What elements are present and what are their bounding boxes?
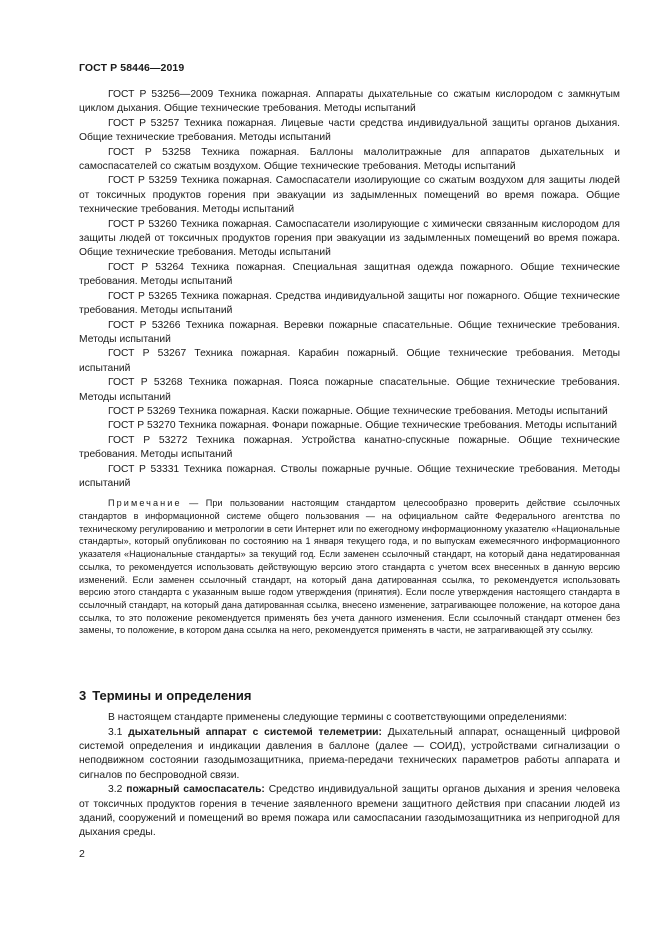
reference-item: ГОСТ Р 53268 Техника пожарная. Пояса пожарные спасательные. Общие технические требования. Методы испытаний <box>79 377 620 403</box>
reference-item: ГОСТ Р 53331 Техника пожарная. Стволы пожарные ручные. Общие технические требования. Методы испытаний <box>79 463 620 489</box>
reference-item: ГОСТ Р 53258 Техника пожарная. Баллоны малолитражные для аппаратов дыхательных и самоспасателей со сжатым воздухом. Общие технические требования. Методы испытаний <box>79 146 620 173</box>
reference-item: ГОСТ Р 53257 Техника пожарная. Лицевые части средства индивидуальной защиты органов дыхания. Общие технические требования. Методы испытаний <box>79 117 620 144</box>
section-heading <box>79 687 620 705</box>
term-name: пожарный самоспасатель: <box>126 784 265 796</box>
reference-item: ГОСТ Р 53256—2009 Техника пожарная. Аппараты дыхательные со сжатым кислородом с замкнутым циклом дыхания. Общие технические требования. Методы испытаний <box>79 89 620 115</box>
page-content <box>79 88 620 841</box>
term-number: 3.1 <box>108 726 123 738</box>
reference-item: ГОСТ Р 53267 Техника пожарная. Карабин пожарный. Общие технические требования. Методы испытаний <box>79 348 620 374</box>
term-entry <box>79 726 620 784</box>
note-paragraph <box>79 497 620 637</box>
reference-item: ГОСТ Р 53259 Техника пожарная. Самоспасатели изолирующие со сжатым воздухом для защиты людей от токсичных продуктов горения при эвакуации из задымленных помещений во время пожара. Общие технические требования. Методы испытаний <box>79 175 620 216</box>
note-text: — При пользовании настоящим стандартом целесообразно проверить действие ссылочных стандартов в информационной системе общего пользования — на официальном сайте Федерального агентства по техническому регулированию и метрологии в сети Интернет или по ежегодному информационному указателю «Национальные стандарты», который опубликован по состоянию на 1 января текущего года, и по выпускам ежемесячного информационного указателя «Национальные стандарты» за текущий год. Если заменен ссылочный стандарт, на который дана недатированная ссылка, то рекомендуется использовать действующую версию этого стандарта с учетом всех внесенных в данную версию изменений. Если заменен ссылочный стандарт, на который дана датированная ссылка, то рекомендуется использовать версию этого стандарта с указанным выше годом утверждения (принятия). Если после утверждения настоящего стандарта в ссылочный стандарт, на который дана датированная ссылка, внесено изменение, затрагивающее положение, на которое дана ссылка, то это положение рекомендуется применять без учета данного изменения. Если ссылочный стандарт отменен без замены, то положение, в котором дана ссылка на него, рекомендуется применять в части, не затрагивающей эту ссылку. <box>79 498 620 636</box>
reference-item: ГОСТ Р 53270 Техника пожарная. Фонари пожарные. Общие технические требования. Методы испытаний <box>108 420 618 432</box>
reference-item: ГОСТ Р 53272 Техника пожарная. Устройства канатно-спускные пожарные. Общие технические требования. Методы испытаний <box>79 434 620 461</box>
note-label: Примечание <box>108 498 182 509</box>
term-name: дыхательный аппарат с системой телеметрии: <box>128 726 382 738</box>
reference-item: ГОСТ Р 53265 Техника пожарная. Средства индивидуальной защиты ног пожарного. Общие технические требования. Методы испытаний <box>79 290 620 317</box>
term-definition: Средство индивидуальной защиты органов дыхания и зрения человека от токсичных продуктов горения в течение заявленного времени защитного действия при спасании людей из зданий, сооружений и помещений во время пожара или самоспасании газодымозащитника из непригодной для дыхания среды. <box>79 784 620 839</box>
section-number: 3 <box>79 688 87 704</box>
section-intro: В настоящем стандарте применены следующие термины с соответствующими определениями: <box>108 712 568 724</box>
document-header: ГОСТ Р 58446—2019 <box>79 62 185 74</box>
section-title: Термины и определения <box>92 688 252 704</box>
term-entry <box>79 783 620 841</box>
reference-item: ГОСТ Р 53264 Техника пожарная. Специальная защитная одежда пожарного. Общие технические требования. Методы испытаний <box>79 261 620 288</box>
reference-item: ГОСТ Р 53260 Техника пожарная. Самоспасатели изолирующие с химически связанным кислородом для защиты людей от токсичных продуктов горения при эвакуации из задымленных помещений во время пожара. Общие технические требования. Методы испытаний <box>79 218 620 259</box>
reference-item: ГОСТ Р 53266 Техника пожарная. Веревки пожарные спасательные. Общие технические требования. Методы испытаний <box>79 319 620 345</box>
reference-item: ГОСТ Р 53269 Техника пожарная. Каски пожарные. Общие технические требования. Методы испытаний <box>108 405 608 417</box>
term-number: 3.2 <box>108 784 123 796</box>
page-number: 2 <box>79 848 85 860</box>
term-definition: Дыхательный аппарат, оснащенный цифровой системой определения и индикации давления в баллоне (далее — СОИД), устройствами сигнализации о неподвижном состоянии газодымозащитника, приема-передачи технических параметров работы аппарата и сигналов по беспроводной связи. <box>79 726 620 781</box>
normative-references-list <box>79 88 620 491</box>
